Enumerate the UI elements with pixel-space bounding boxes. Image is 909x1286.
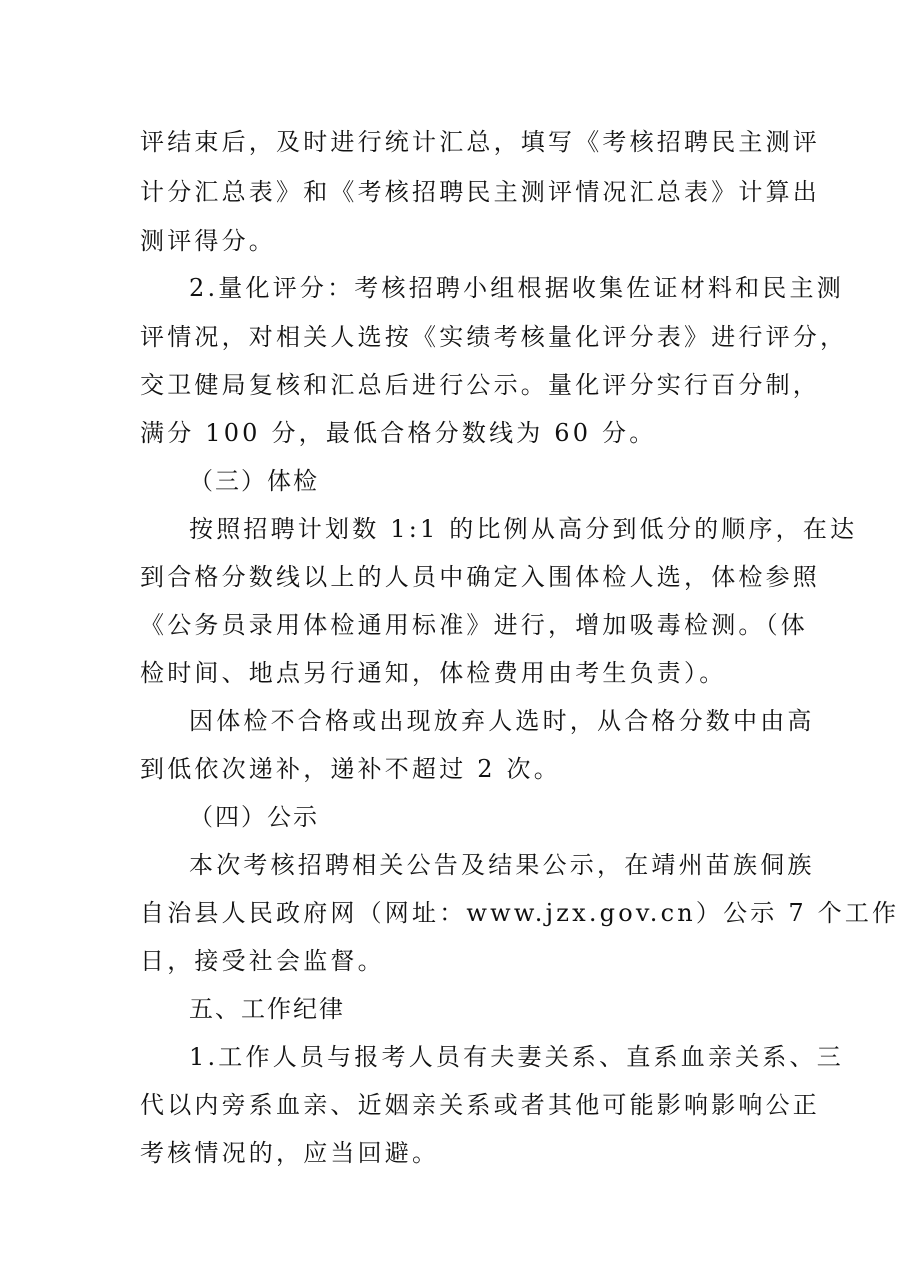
section-heading-publicity: （四）公示	[189, 803, 319, 831]
text-line: 《公务员录用体检通用标准》进行，增加吸毒检测。（体	[140, 611, 808, 639]
text-line: 测评得分。	[140, 227, 276, 255]
paragraph-start: 2.量化评分：考核招聘小组根据收集佐证材料和民主测	[189, 274, 844, 302]
text-line: 计分汇总表》和《考核招聘民主测评情况汇总表》计算出	[140, 178, 820, 206]
section-heading-physical-exam: （三）体检	[189, 467, 319, 495]
text-line: 评结束后，及时进行统计汇总，填写《考核招聘民主测评	[140, 128, 820, 156]
text-line: 评情况，对相关人选按《实绩考核量化评分表》进行评分，	[140, 323, 848, 351]
section-heading-work-discipline: 五、工作纪律	[189, 995, 345, 1023]
text-line: 自治县人民政府网（网址：www.jzx.gov.cn）公示 7 个工作	[140, 899, 900, 927]
text-line: 代以内旁系血亲、近姻亲关系或者其他可能影响影响公正	[140, 1091, 820, 1119]
text-line: 日，接受社会监督。	[140, 947, 385, 975]
paragraph-start: 按照招聘计划数 1:1 的比例从高分到低分的顺序，在达	[189, 515, 858, 543]
paragraph-start: 1.工作人员与报考人员有夫妻关系、直系血亲关系、三	[189, 1043, 844, 1071]
text-line: 满分 100 分，最低合格分数线为 60 分。	[140, 419, 657, 447]
paragraph-start: 因体检不合格或出现放弃人选时，从合格分数中由高	[189, 707, 815, 735]
text-line: 到低依次递补，递补不超过 2 次。	[140, 755, 561, 783]
text-line: 到合格分数线以上的人员中确定入围体检人选，体检参照	[140, 563, 820, 591]
paragraph-start: 本次考核招聘相关公告及结果公示，在靖州苗族侗族	[189, 851, 815, 879]
text-line: 检时间、地点另行通知，体检费用由考生负责）。	[140, 659, 727, 687]
text-line: 交卫健局复核和汇总后进行公示。量化评分实行百分制，	[140, 371, 820, 399]
text-line: 考核情况的，应当回避。	[140, 1139, 440, 1167]
